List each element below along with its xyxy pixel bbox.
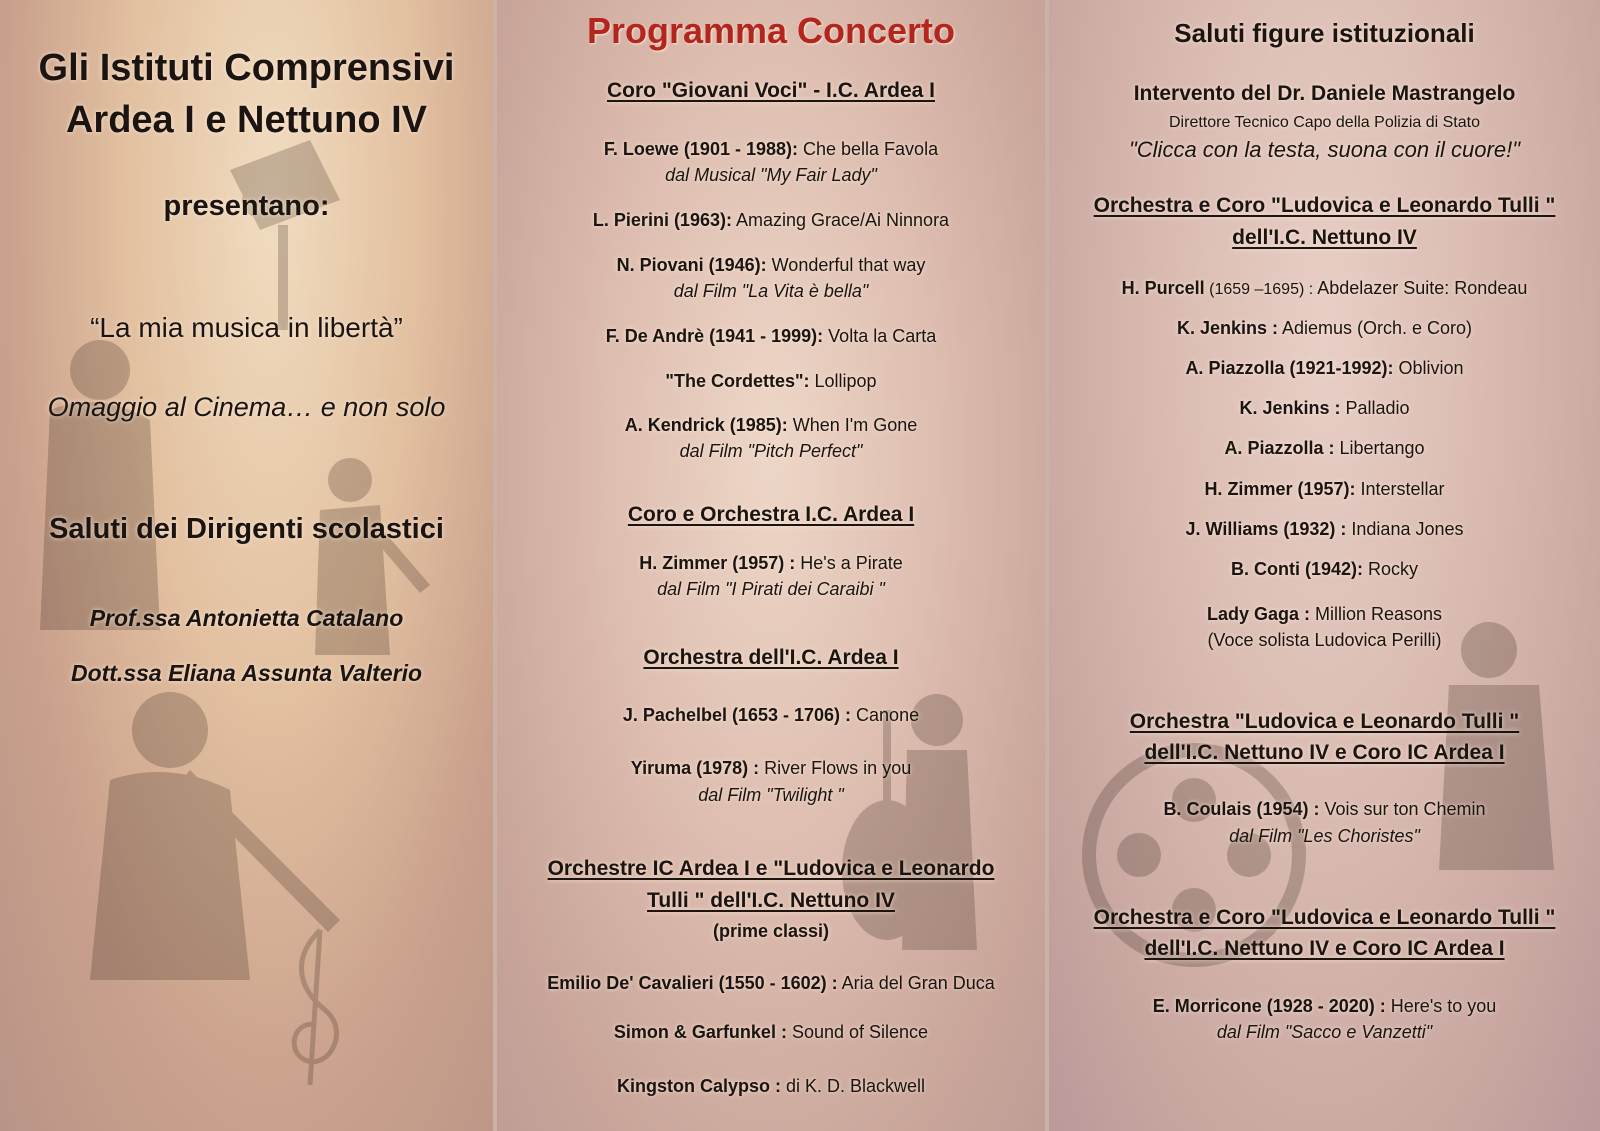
- section-note-prime-classi: (prime classi): [712, 921, 830, 941]
- section-heading-final-line1: Orchestra e Coro "Ludovica e Leonardo Tulli ": [1093, 906, 1556, 929]
- program-item-coulais-note: dal Film "Les Choristes": [1229, 826, 1420, 846]
- treble-clef-icon: [270, 920, 360, 1090]
- program-item-piazzolla-oblivion: A. Piazzolla (1921-1992): Oblivion: [1185, 358, 1464, 378]
- concert-title: “La mia musica in libertà”: [90, 312, 403, 343]
- program-item-simon-garfunkel: Simon & Garfunkel : Sound of Silence: [613, 1022, 929, 1042]
- program-item-jenkins-adiemus: K. Jenkins : Adiemus (Orch. e Coro): [1176, 318, 1473, 338]
- program-panel: [497, 0, 1045, 1131]
- program-item-cordettes: "The Cordettes": Lollipop: [665, 371, 877, 391]
- program-item-loewe-note: dal Musical "My Fair Lady": [665, 165, 877, 185]
- program-item-jenkins-palladio: K. Jenkins : Palladio: [1239, 398, 1410, 418]
- dirigente-name-2: Dott.ssa Eliana Assunta Valterio: [70, 660, 423, 686]
- organizers-title-line1: Gli Istituti Comprensivi: [38, 47, 455, 89]
- section-heading-coro-orchestra-ardea: Coro e Orchestra I.C. Ardea I: [627, 503, 915, 526]
- spotlight-silhouette-icon: [200, 130, 370, 330]
- intervento-speaker: Intervento del Dr. Daniele Mastrangelo: [1133, 82, 1516, 105]
- section-heading-orchestre-combined-line1: Orchestre IC Ardea I e "Ludovica e Leonardo: [547, 857, 995, 880]
- program-item-lady-gaga-note: (Voce solista Ludovica Perilli): [1207, 630, 1442, 650]
- program-item-piazzolla-libertango: A. Piazzolla : Libertango: [1224, 438, 1425, 458]
- section-heading-orchestre-combined-line2: Tulli " dell'I.C. Nettuno IV: [647, 889, 895, 912]
- program-title: Programma Concerto: [586, 10, 956, 51]
- section-heading-tulli-nettuno-line1: Orchestra e Coro "Ludovica e Leonardo Tulli ": [1093, 194, 1556, 217]
- program-item-conti: B. Conti (1942): Rocky: [1230, 559, 1419, 579]
- section-heading-final-line2: dell'I.C. Nettuno IV e Coro IC Ardea I: [1144, 937, 1505, 960]
- program-item-pachelbel: J. Pachelbel (1653 - 1706) : Canone: [622, 705, 920, 725]
- dirigente-name-1: Prof.ssa Antonietta Catalano: [89, 605, 404, 631]
- section-heading-tulli-ardea-line1: Orchestra "Ludovica e Leonardo Tulli ": [1129, 710, 1520, 733]
- presentano-label: presentano:: [163, 190, 330, 222]
- program-item-kendrick-note: dal Film "Pitch Perfect": [679, 441, 863, 461]
- speaker-motto: "Clicca con la testa, suona con il cuore!": [1128, 137, 1521, 162]
- program-item-pierini: L. Pierini (1963): Amazing Grace/Ai Ninnora: [592, 210, 950, 230]
- program-item-purcell: H. Purcell (1659 –1695) : Abdelazer Suite: Rondeau: [1121, 278, 1528, 298]
- saluti-dirigenti-heading: Saluti dei Dirigenti scolastici: [49, 513, 444, 545]
- program-item-kendrick: A. Kendrick (1985): When I'm Gone: [624, 415, 918, 435]
- program-item-coulais: B. Coulais (1954) : Vois sur ton Chemin: [1163, 799, 1486, 819]
- program-item-morricone-note: dal Film "Sacco e Vanzetti": [1216, 1022, 1433, 1042]
- program-item-de-andre: F. De Andrè (1941 - 1999): Volta la Carta: [605, 326, 937, 346]
- section-heading-tulli-nettuno-line2: dell'I.C. Nettuno IV: [1232, 226, 1417, 249]
- program-item-yiruma-note: dal Film "Twilight ": [698, 785, 844, 805]
- program-item-zimmer-pirate: H. Zimmer (1957) : He's a Pirate: [639, 553, 903, 573]
- program-item-kingston-calypso: Kingston Calypso : di K. D. Blackwell: [616, 1076, 926, 1096]
- program-item-cavalieri: Emilio De' Cavalieri (1550 - 1602) : Aria del Gran Duca: [547, 973, 995, 993]
- section-heading-coro-giovani-voci: Coro "Giovani Voci" - I.C. Ardea I: [607, 79, 935, 102]
- organizers-title-line2: Ardea I e Nettuno IV: [65, 99, 428, 141]
- section-heading-tulli-ardea-line2: dell'I.C. Nettuno IV e Coro IC Ardea I: [1144, 741, 1505, 764]
- institutional-panel: [1049, 0, 1600, 1131]
- program-item-morricone: E. Morricone (1928 - 2020) : Here's to you: [1152, 996, 1497, 1016]
- program-item-piovani: N. Piovani (1946): Wonderful that way: [616, 255, 926, 275]
- section-heading-orchestra-ardea: Orchestra dell'I.C. Ardea I: [643, 646, 899, 669]
- program-item-yiruma: Yiruma (1978) : River Flows in you: [630, 758, 912, 778]
- clarinetist-silhouette-icon: [80, 680, 360, 980]
- saluti-istituzionali-heading: Saluti figure istituzionali: [1174, 18, 1475, 48]
- program-item-piovani-note: dal Film "La Vita è bella": [673, 281, 869, 301]
- concert-subtitle: Omaggio al Cinema… e non solo: [47, 392, 446, 422]
- program-item-zimmer-pirate-note: dal Film "I Pirati dei Caraibi ": [657, 579, 885, 599]
- cover-panel: [0, 0, 493, 1131]
- speaker-role: Direttore Tecnico Capo della Polizia di Stato: [1169, 114, 1480, 131]
- program-item-williams: J. Williams (1932) : Indiana Jones: [1185, 519, 1464, 539]
- program-item-loewe: F. Loewe (1901 - 1988): Che bella Favola: [603, 139, 939, 159]
- saxophonist-silhouette-icon: [10, 330, 190, 630]
- program-item-lady-gaga: Lady Gaga : Million Reasons: [1206, 604, 1443, 624]
- program-item-zimmer-interstellar: H. Zimmer (1957): Interstellar: [1204, 479, 1445, 499]
